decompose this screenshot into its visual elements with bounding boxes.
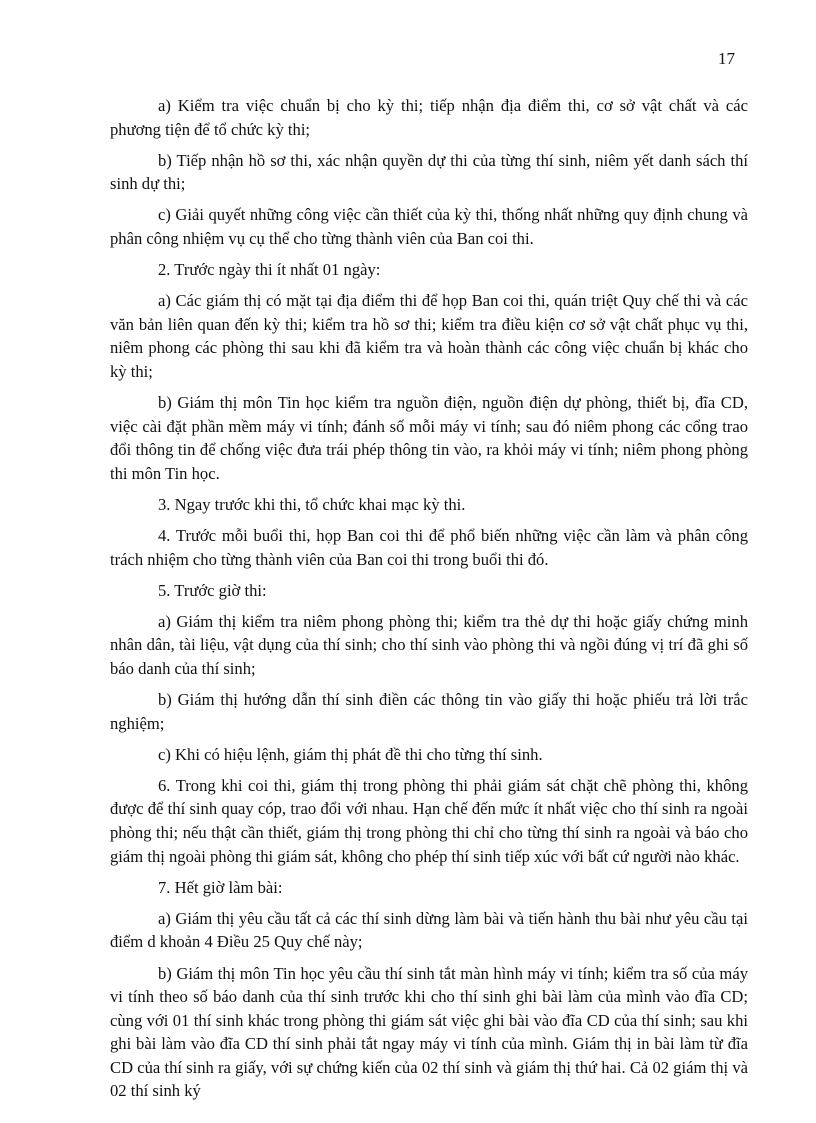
- paragraph-4-session-meeting: 4. Trước mỗi buổi thi, họp Ban coi thi để phổ biến những việc cần làm và phân công trách nhiệm cho từng thành viên của Ban coi thi trong buổi thi đó.: [110, 526, 748, 569]
- document-body: [110, 94, 748, 1111]
- paragraph-5-heading: 5. Trước giờ thi:: [158, 580, 267, 600]
- paragraph-7-heading: 7. Hết giờ làm bài:: [158, 877, 283, 897]
- paragraph-1c-resolve-work: c) Giải quyết những công việc cần thiết của kỳ thi, thống nhất những quy định chung và phân công nhiệm vụ cụ thể cho từng thành viên của Ban coi thi.: [110, 205, 748, 248]
- paragraph-6-during-exam: 6. Trong khi coi thi, giám thị trong phòng thi phải giám sát chặt chẽ phòng thi, không được để thí sinh quay cóp, trao đổi với nhau. Hạn chế đến mức ít nhất việc cho thí sinh ra ngoài phòng thi; nếu thật cần thiết, giám thị trong phòng thi chỉ cho từng thí sinh ra ngoài và báo cho giám thị ngoài phòng thi giám sát, không cho phép thí sinh tiếp xúc với bất cứ người nào khác.: [110, 775, 748, 866]
- paragraph-7a-stop-and-collect: a) Giám thị yêu cầu tất cả các thí sinh dừng làm bài và tiến hành thu bài như yêu cầu tại điểm d khoản 4 Điều 25 Quy chế này;: [110, 908, 748, 952]
- paragraph-2b-it-invigilator: b) Giám thị môn Tin học kiểm tra nguồn điện, nguồn điện dự phòng, thiết bị, đĩa CD, việc cài đặt phần mềm máy vi tính; đánh số mỗi máy vi tính; sau đó niêm phong các cổng trao đổi thông tin để chống việc đưa trái phép thông tin vào, ra khỏi máy vi tính; niêm phong phòng thi môn Tin học.: [110, 393, 748, 483]
- paragraph-3-opening: 3. Ngay trước khi thi, tổ chức khai mạc kỳ thi.: [158, 494, 466, 514]
- paragraph-7b-it-collection: b) Giám thị môn Tin học yêu cầu thí sinh tắt màn hình máy vi tính; kiểm tra số của máy vi tính theo số báo danh của thí sinh trước khi cho thí sinh ghi bài làm của mình vào đĩa CD; cùng với 01 thí sinh khác trong phòng thi giám sát việc ghi bài vào đĩa CD của thí sinh; sau khi ghi bài làm vào đĩa CD thí sinh phải tắt ngay máy vi tính của mình. Giám thị in bài làm từ đĩa CD của thí sinh ra giấy, với sự chứng kiến của 02 thí sinh và giám thị thứ hai. Cả 02 giám thị và 02 thí sinh ký: [110, 963, 748, 1101]
- paragraph-1a-check-preparation: a) Kiểm tra việc chuẩn bị cho kỳ thi; tiếp nhận địa điểm thi, cơ sở vật chất và các phương tiện để tổ chức kỳ thi;: [110, 96, 748, 139]
- paragraph-5a-check-seals: a) Giám thị kiểm tra niêm phong phòng thi; kiểm tra thẻ dự thi hoặc giấy chứng minh nhân dân, tài liệu, vật dụng của thí sinh; cho thí sinh vào phòng thi và ngồi đúng vị trí đã ghi số báo danh của thí sinh;: [110, 611, 748, 678]
- paragraph-5c-distribute-exam: c) Khi có hiệu lệnh, giám thị phát đề thi cho từng thí sinh.: [158, 744, 543, 764]
- paragraph-2a-invigilators-meeting: a) Các giám thị có mặt tại địa điểm thi để họp Ban coi thi, quán triệt Quy chế thi và các văn bản liên quan đến kỳ thi; kiểm tra hồ sơ thi; kiểm tra điều kiện cơ sở vật chất phục vụ thi, niêm phong các phòng thi sau khi đã kiểm tra và hoàn thành các công việc chuẩn bị khác cho kỳ thi;: [110, 291, 748, 381]
- paragraph-1b-receive-records: b) Tiếp nhận hồ sơ thi, xác nhận quyền dự thi của từng thí sinh, niêm yết danh sách thí sinh dự thi;: [110, 150, 748, 194]
- paragraph-5b-guide-candidates: b) Giám thị hướng dẫn thí sinh điền các thông tin vào giấy thi hoặc phiếu trả lời trắc nghiệm;: [110, 690, 748, 733]
- page-number: 17: [718, 49, 735, 68]
- paragraph-2-heading: 2. Trước ngày thi ít nhất 01 ngày:: [158, 260, 381, 280]
